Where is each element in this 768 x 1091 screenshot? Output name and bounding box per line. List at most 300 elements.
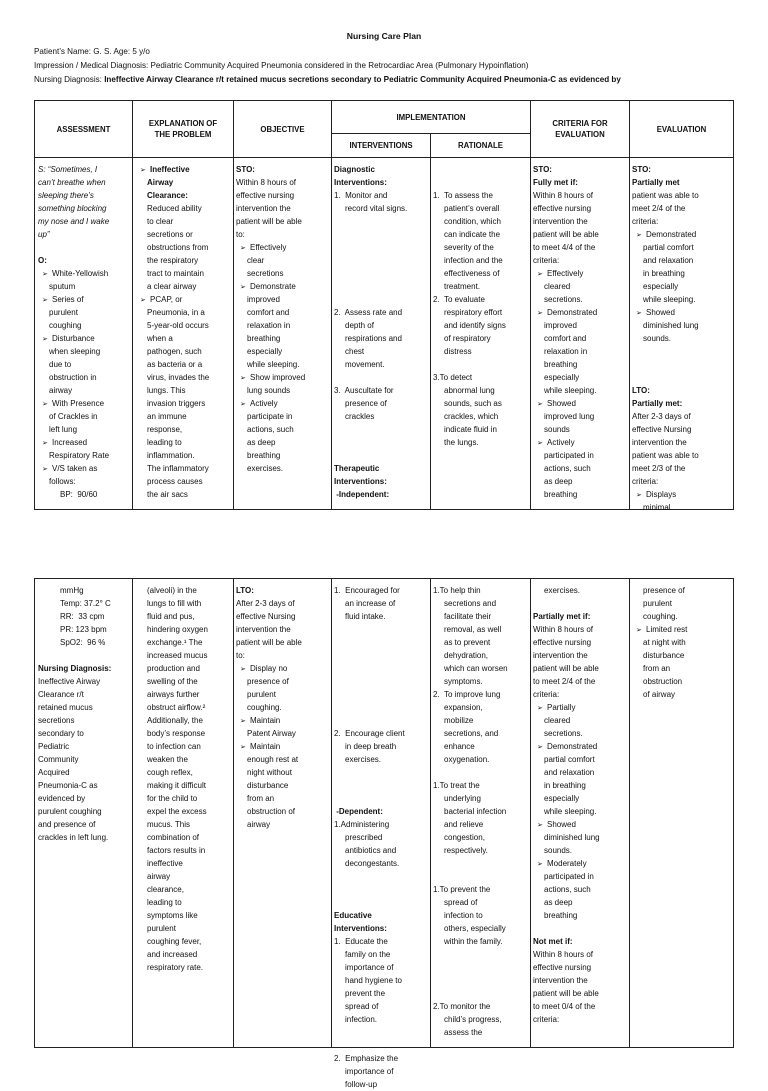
line-text: After 2-3 days of (632, 412, 691, 421)
line-text: to clear (147, 217, 174, 226)
text-line (433, 948, 529, 961)
line-text: exercises. (345, 755, 382, 764)
line-text: effective nursing (236, 191, 295, 200)
line-text: the lungs. (444, 438, 479, 447)
line-text: Clearance: (147, 191, 188, 200)
line-text: of respiratory (444, 334, 491, 343)
line-text: 2. Emphasize the (334, 1054, 399, 1063)
arrow-bullet-icon: ➢ (537, 861, 543, 868)
line-text: secretions. (544, 295, 583, 304)
line-text: can’t breathe when (38, 178, 106, 187)
line-text: especially (544, 794, 580, 803)
text-line (334, 371, 429, 384)
line-text: intervention the (632, 438, 687, 447)
arrow-bullet-icon: ➢ (140, 167, 146, 174)
line-text: disturbance (643, 651, 685, 660)
line-text: while sleeping. (643, 295, 696, 304)
text-line (236, 319, 330, 332)
line-text: expansion, (444, 703, 483, 712)
line-text: especially (544, 373, 580, 382)
text-line (38, 371, 131, 384)
text-line (236, 202, 330, 215)
arrow-bullet-icon: ➢ (537, 271, 543, 278)
line-text: Demonstrated (646, 230, 697, 239)
text-line (533, 449, 628, 462)
line-text: leading to (147, 898, 182, 907)
arrow-bullet-icon: ➢ (537, 822, 543, 829)
text-line (236, 449, 330, 462)
text-line (334, 319, 429, 332)
text-line (533, 189, 628, 202)
line-text: secretions. (544, 729, 583, 738)
line-text: and relaxation (544, 768, 595, 777)
line-text: respiratory rate. (147, 963, 204, 972)
text-line (334, 623, 429, 636)
line-text: infection to (444, 911, 483, 920)
text-line (236, 662, 330, 675)
text-line (236, 215, 330, 228)
line-text: BP: 90/60 (60, 490, 98, 499)
line-text: Interventions: (334, 477, 387, 486)
text-line (433, 727, 529, 740)
care-plan-table-page-1 (34, 100, 734, 510)
line-text: from an (643, 664, 671, 673)
text-line (632, 436, 732, 449)
text-line (334, 1078, 429, 1091)
line-text: With Presence (52, 399, 105, 408)
text-line (236, 306, 330, 319)
line-text: body’s response (147, 729, 206, 738)
line-text: while sleeping. (544, 807, 597, 816)
text-line (136, 714, 232, 727)
line-text: ineffective (147, 859, 183, 868)
explanation-cell-continued (136, 584, 232, 1028)
line-text: Maintain (250, 716, 281, 725)
line-text: invasion triggers (147, 399, 206, 408)
arrow-bullet-icon: ➢ (42, 401, 48, 408)
line-text: Not met if: (533, 937, 573, 946)
text-line (533, 844, 628, 857)
line-text: patient will be able (533, 989, 599, 998)
line-text: exercises. (544, 586, 581, 595)
text-line (533, 805, 628, 818)
text-line (38, 649, 131, 662)
text-line (334, 1039, 429, 1052)
text-line (433, 176, 529, 189)
text-line (38, 176, 131, 189)
text-line (236, 371, 330, 384)
text-line (433, 740, 529, 753)
line-text: After 2-3 days of (236, 599, 295, 608)
line-text: sputum (49, 282, 76, 291)
objective-cell-continued (236, 584, 330, 1028)
header-assessment: ASSESSMENT (56, 124, 111, 134)
text-line (38, 241, 131, 254)
line-text: facilitate their (444, 612, 492, 621)
text-line (236, 280, 330, 293)
text-line (136, 584, 232, 597)
line-text: Pediatric (38, 742, 70, 751)
text-line (632, 488, 732, 501)
line-text: Diagnostic (334, 165, 375, 174)
text-line (236, 410, 330, 423)
line-text: factors results in (147, 846, 206, 855)
line-text: importance of (345, 1067, 394, 1076)
text-line (236, 189, 330, 202)
line-text: spread of (444, 898, 478, 907)
arrow-bullet-icon: ➢ (636, 627, 642, 634)
line-text: exchange.¹ The (147, 638, 203, 647)
text-line (632, 610, 732, 623)
line-text: to meet 2/4 of the (533, 677, 596, 686)
text-line (136, 792, 232, 805)
text-line (433, 688, 529, 701)
line-text: 3.To detect (433, 373, 473, 382)
text-line (632, 293, 732, 306)
text-line (236, 714, 330, 727)
text-line (236, 254, 330, 267)
text-line (632, 176, 732, 189)
text-line (433, 332, 529, 345)
arrow-bullet-icon: ➢ (240, 666, 246, 673)
line-text: Series of (52, 295, 84, 304)
text-line (334, 1026, 429, 1039)
line-text: and relieve (444, 820, 484, 829)
line-text: pathogen, such (147, 347, 202, 356)
text-line (334, 1013, 429, 1026)
line-text: coughing fever, (147, 937, 202, 946)
line-text: STO: (236, 165, 255, 174)
text-line (334, 384, 429, 397)
text-line (533, 857, 628, 870)
text-line (136, 215, 232, 228)
line-text: distress (444, 347, 472, 356)
text-line (136, 896, 232, 909)
text-line (334, 948, 429, 961)
line-text: retained mucus (38, 703, 93, 712)
text-line (433, 423, 529, 436)
interventions-cell-continued (334, 584, 429, 1089)
text-line (136, 766, 232, 779)
text-line (38, 410, 131, 423)
line-text: intervention the (533, 976, 588, 985)
line-text: effectiveness of (444, 269, 500, 278)
text-line (533, 766, 628, 779)
line-text: response, (147, 425, 183, 434)
arrow-bullet-icon: ➢ (537, 401, 543, 408)
line-text: O: (38, 256, 47, 265)
line-text: meet 2/4 of the (632, 204, 686, 213)
line-text: at night with (643, 638, 686, 647)
line-text: crackles (345, 412, 375, 421)
text-line (334, 857, 429, 870)
arrow-bullet-icon: ➢ (240, 718, 246, 725)
line-text: importance of (345, 963, 394, 972)
text-line (236, 636, 330, 649)
text-line (433, 805, 529, 818)
text-line (136, 818, 232, 831)
line-text: oxygenation. (444, 755, 490, 764)
line-text: relaxation in (544, 347, 588, 356)
line-text: Effectively (250, 243, 287, 252)
text-line (38, 701, 131, 714)
arrow-bullet-icon: ➢ (42, 271, 48, 278)
line-text: respirations and (345, 334, 402, 343)
text-line (38, 792, 131, 805)
line-text: record vital signs. (345, 204, 408, 213)
text-line (236, 423, 330, 436)
text-line (632, 449, 732, 462)
line-text: cough reflex, (147, 768, 193, 777)
text-line (236, 805, 330, 818)
text-line (632, 410, 732, 423)
text-line (533, 935, 628, 948)
text-line (533, 909, 628, 922)
text-line (433, 241, 529, 254)
line-text: airway (247, 820, 271, 829)
text-line (632, 202, 732, 215)
text-line (334, 675, 429, 688)
arrow-bullet-icon: ➢ (636, 310, 642, 317)
text-line (533, 584, 628, 597)
line-text: effective nursing (533, 963, 592, 972)
line-text: expel the excess (147, 807, 207, 816)
text-line (632, 623, 732, 636)
text-line (334, 358, 429, 371)
text-line (236, 436, 330, 449)
line-text: follows: (49, 477, 76, 486)
header-explanation: EXPLANATION OF THE PROBLEM (148, 119, 218, 139)
line-text: White-Yellowish (52, 269, 109, 278)
text-line (38, 332, 131, 345)
text-line (136, 410, 232, 423)
text-line (334, 215, 429, 228)
text-line (236, 345, 330, 358)
line-text: Effectively (547, 269, 584, 278)
line-text: increased mucus (147, 651, 208, 660)
line-text: 2. To evaluate (433, 295, 485, 304)
arrow-bullet-icon: ➢ (636, 492, 642, 499)
line-text: purulent (147, 924, 176, 933)
line-text: severity of the (444, 243, 494, 252)
text-line (533, 779, 628, 792)
text-line (236, 792, 330, 805)
line-text: symptoms like (147, 911, 198, 920)
patient-name-line: Patient’s Name: G. S. Age: 5 y/o (34, 47, 150, 56)
text-line (334, 688, 429, 701)
text-line (334, 267, 429, 280)
line-text: SpO2: 96 % (60, 638, 106, 647)
text-line (433, 909, 529, 922)
text-line (533, 987, 628, 1000)
text-line (334, 779, 429, 792)
line-text: STO: (533, 165, 552, 174)
line-text: especially (247, 347, 283, 356)
text-line (334, 189, 429, 202)
text-line (433, 883, 529, 896)
text-line (433, 987, 529, 1000)
header-evaluation: EVALUATION (656, 124, 707, 134)
line-text: virus, invades the (147, 373, 210, 382)
text-line (433, 202, 529, 215)
text-line (433, 714, 529, 727)
line-text: congestion, (444, 833, 485, 842)
text-line (632, 662, 732, 675)
line-text: evidenced by (38, 794, 86, 803)
line-text: cleared (544, 716, 571, 725)
text-line (334, 701, 429, 714)
line-text: V/S taken as (52, 464, 98, 473)
text-line (334, 280, 429, 293)
text-line (433, 436, 529, 449)
text-line (433, 831, 529, 844)
text-line (236, 584, 330, 597)
line-text: effective nursing (533, 204, 592, 213)
arrow-bullet-icon: ➢ (42, 297, 48, 304)
text-line (334, 228, 429, 241)
arrow-bullet-icon: ➢ (140, 297, 146, 304)
line-text: breathing (247, 451, 281, 460)
line-text: sounds. (643, 334, 672, 343)
line-text: airways further (147, 690, 200, 699)
text-line (136, 662, 232, 675)
line-text: Clearance r/t (38, 690, 84, 699)
line-text: airway (147, 872, 171, 881)
line-text: child’s progress, (444, 1015, 502, 1024)
text-line (334, 202, 429, 215)
text-line (433, 319, 529, 332)
text-line (136, 241, 232, 254)
text-line (632, 358, 732, 371)
text-line (632, 501, 732, 514)
text-line (433, 818, 529, 831)
text-line (334, 961, 429, 974)
line-text: while sleeping. (247, 360, 300, 369)
text-line (433, 623, 529, 636)
line-text: the air sacs (147, 490, 188, 499)
text-line (433, 675, 529, 688)
line-text: fluid and pus, (147, 612, 195, 621)
text-line (533, 792, 628, 805)
line-text: clear (247, 256, 265, 265)
line-text: mmHg (60, 586, 84, 595)
impression-line: Impression / Medical Diagnosis: Pediatric Community Acquired Pneumonia considered in the Retrocardiac Area (Pulmonary Hypoinflation) (34, 61, 529, 70)
line-text: symptoms. (444, 677, 483, 686)
text-line (136, 371, 232, 384)
line-text: assess the (444, 1028, 483, 1037)
line-text: hindering oxygen (147, 625, 208, 634)
line-text: Therapeutic (334, 464, 380, 473)
text-line (433, 371, 529, 384)
text-line (136, 597, 232, 610)
text-line (38, 436, 131, 449)
text-line (533, 462, 628, 475)
line-text: my nose and I wake (38, 217, 110, 226)
text-line (632, 215, 732, 228)
text-line (632, 254, 732, 267)
text-line (334, 462, 429, 475)
text-line (38, 189, 131, 202)
criteria-cell-continued (533, 584, 628, 1028)
text-line (334, 610, 429, 623)
text-line (533, 831, 628, 844)
line-text: Airway (147, 178, 174, 187)
text-line (38, 662, 131, 675)
line-text: to meet 0/4 of the (533, 1002, 596, 1011)
line-text: 1. Encouraged for (334, 586, 400, 595)
line-text: Partially met if: (533, 612, 591, 621)
line-text: Display no (250, 664, 288, 673)
text-line (533, 649, 628, 662)
line-text: participated in (544, 872, 594, 881)
text-line (433, 935, 529, 948)
text-line (236, 727, 330, 740)
line-text: Within 8 hours of (533, 950, 594, 959)
text-line (136, 345, 232, 358)
text-line (533, 332, 628, 345)
line-text: Within 8 hours of (236, 178, 297, 187)
text-line (38, 740, 131, 753)
line-text: to meet 4/4 of the (533, 243, 596, 252)
line-text: due to (49, 360, 72, 369)
line-text: 2. To improve lung (433, 690, 501, 699)
line-text: Showed (547, 820, 576, 829)
text-line (334, 662, 429, 675)
text-line (533, 436, 628, 449)
line-text: sleeping there’s (38, 191, 94, 200)
text-line (136, 961, 232, 974)
text-line (136, 623, 232, 636)
text-line (632, 649, 732, 662)
text-line (533, 662, 628, 675)
text-line (433, 597, 529, 610)
text-line (136, 488, 232, 501)
line-text: condition, which (444, 217, 501, 226)
text-line (632, 267, 732, 280)
text-line (533, 818, 628, 831)
text-line (334, 974, 429, 987)
text-line (334, 332, 429, 345)
text-line (632, 228, 732, 241)
text-line (533, 345, 628, 358)
text-line (533, 961, 628, 974)
text-line (533, 597, 628, 610)
text-line (38, 636, 131, 649)
objective-cell (236, 163, 330, 509)
text-line (236, 241, 330, 254)
line-text: intervention the (236, 204, 291, 213)
line-text: Increased (52, 438, 88, 447)
text-line (38, 610, 131, 623)
text-line (334, 397, 429, 410)
line-text: crackles in left lung. (38, 833, 109, 842)
text-line (38, 345, 131, 358)
text-line (236, 397, 330, 410)
text-line (38, 358, 131, 371)
text-line (136, 935, 232, 948)
line-text: STO: (632, 165, 651, 174)
line-text: intervention the (236, 625, 291, 634)
line-text: Ineffective (150, 165, 190, 174)
text-line (38, 818, 131, 831)
line-text: infection. (345, 1015, 378, 1024)
line-text: Actively (547, 438, 575, 447)
line-text: sounds. (544, 846, 573, 855)
line-text: infection and the (444, 256, 503, 265)
text-line (236, 597, 330, 610)
text-line (38, 449, 131, 462)
text-line (533, 610, 628, 623)
